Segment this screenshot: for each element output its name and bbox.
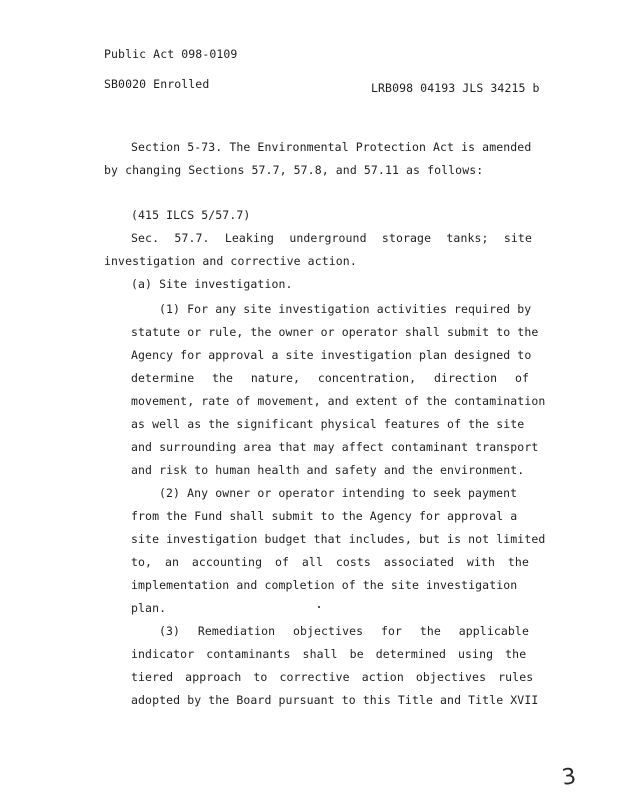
para-3-line-4: adopted by the Board pursuant to this Title and Title XVII [131,693,539,707]
word: for [380,624,403,638]
section-intro-line-2: by changing Sections 57.7, 57.8, and 57.11 as follows: [104,163,484,177]
word: storage [381,231,432,245]
section-heading-line-1 [131,231,532,245]
word: the [419,624,441,638]
word: with [466,555,496,569]
para-2-line-6: plan. [131,601,167,615]
word: of [514,371,529,385]
word: costs [335,555,371,569]
word: applicable [458,624,529,638]
scan-speck [318,606,320,608]
para-3-line-3: tiered approach to corrective action objectives rules [131,670,534,684]
word: concentration, [317,371,417,385]
para-2-line-1: (2) Any owner or operator intending to seek payment [159,486,518,500]
word: direction [433,371,498,385]
word: Leaking [224,231,275,245]
para-1-line-3: Agency for approval a site investigation plan designed to [131,348,532,362]
section-intro-line-1: Section 5-73. The Environmental Protection Act is amended [131,140,532,154]
word: nature, [250,371,301,385]
para-1-line-2: statute or rule, the owner or operator shall submit to the [131,325,539,339]
word: accounting [191,555,263,569]
lrb-number: LRB098 04193 JLS 34215 b [371,81,540,95]
para-2-line-4 [131,555,529,569]
word: of [274,555,290,569]
word: (3) [159,624,181,638]
para-2-line-2: from the Fund shall submit to the Agency for approval a [131,509,518,523]
word: 57.7. [174,231,210,245]
page-number: 3 [560,764,578,791]
para-2-line-3: site investigation budget that includes, but is not limited [131,532,546,546]
word: the [212,371,234,385]
para-1-line-8: and risk to human health and safety and the environment. [131,463,525,477]
word: underground [289,231,367,245]
section-heading-line-2: investigation and corrective action. [104,254,357,268]
word: the [507,555,529,569]
word: an [164,555,179,569]
word: objectives [292,624,364,638]
para-3-line-2: indicator contaminants shall be determined using the [131,647,527,661]
subsection-a-heading: (a) Site investigation. [131,277,293,291]
word: determine [131,371,195,385]
word: Sec. [131,231,160,245]
para-1-line-7: and surrounding area that may affect contaminant transport [131,440,539,454]
word: tanks; [446,231,489,245]
bill-number: SB0020 Enrolled [104,77,210,91]
para-2-line-5: implementation and completion of the site investigation [131,578,518,592]
para-1-line-1: (1) For any site investigation activities required by [159,302,532,316]
word: site [503,231,532,245]
word: Remediation [197,624,276,638]
word: associated [383,555,455,569]
para-1-line-6: as well as the significant physical features of the site [131,417,525,431]
public-act-number: Public Act 098-0109 [104,47,238,61]
statute-citation: (415 ILCS 5/57.7) [131,208,251,222]
para-1-line-5: movement, rate of movement, and extent of the contamination [131,394,546,408]
word: all [301,555,323,569]
para-1-line-4 [131,371,529,385]
para-3-line-1 [159,624,529,638]
word: to, [131,555,153,569]
